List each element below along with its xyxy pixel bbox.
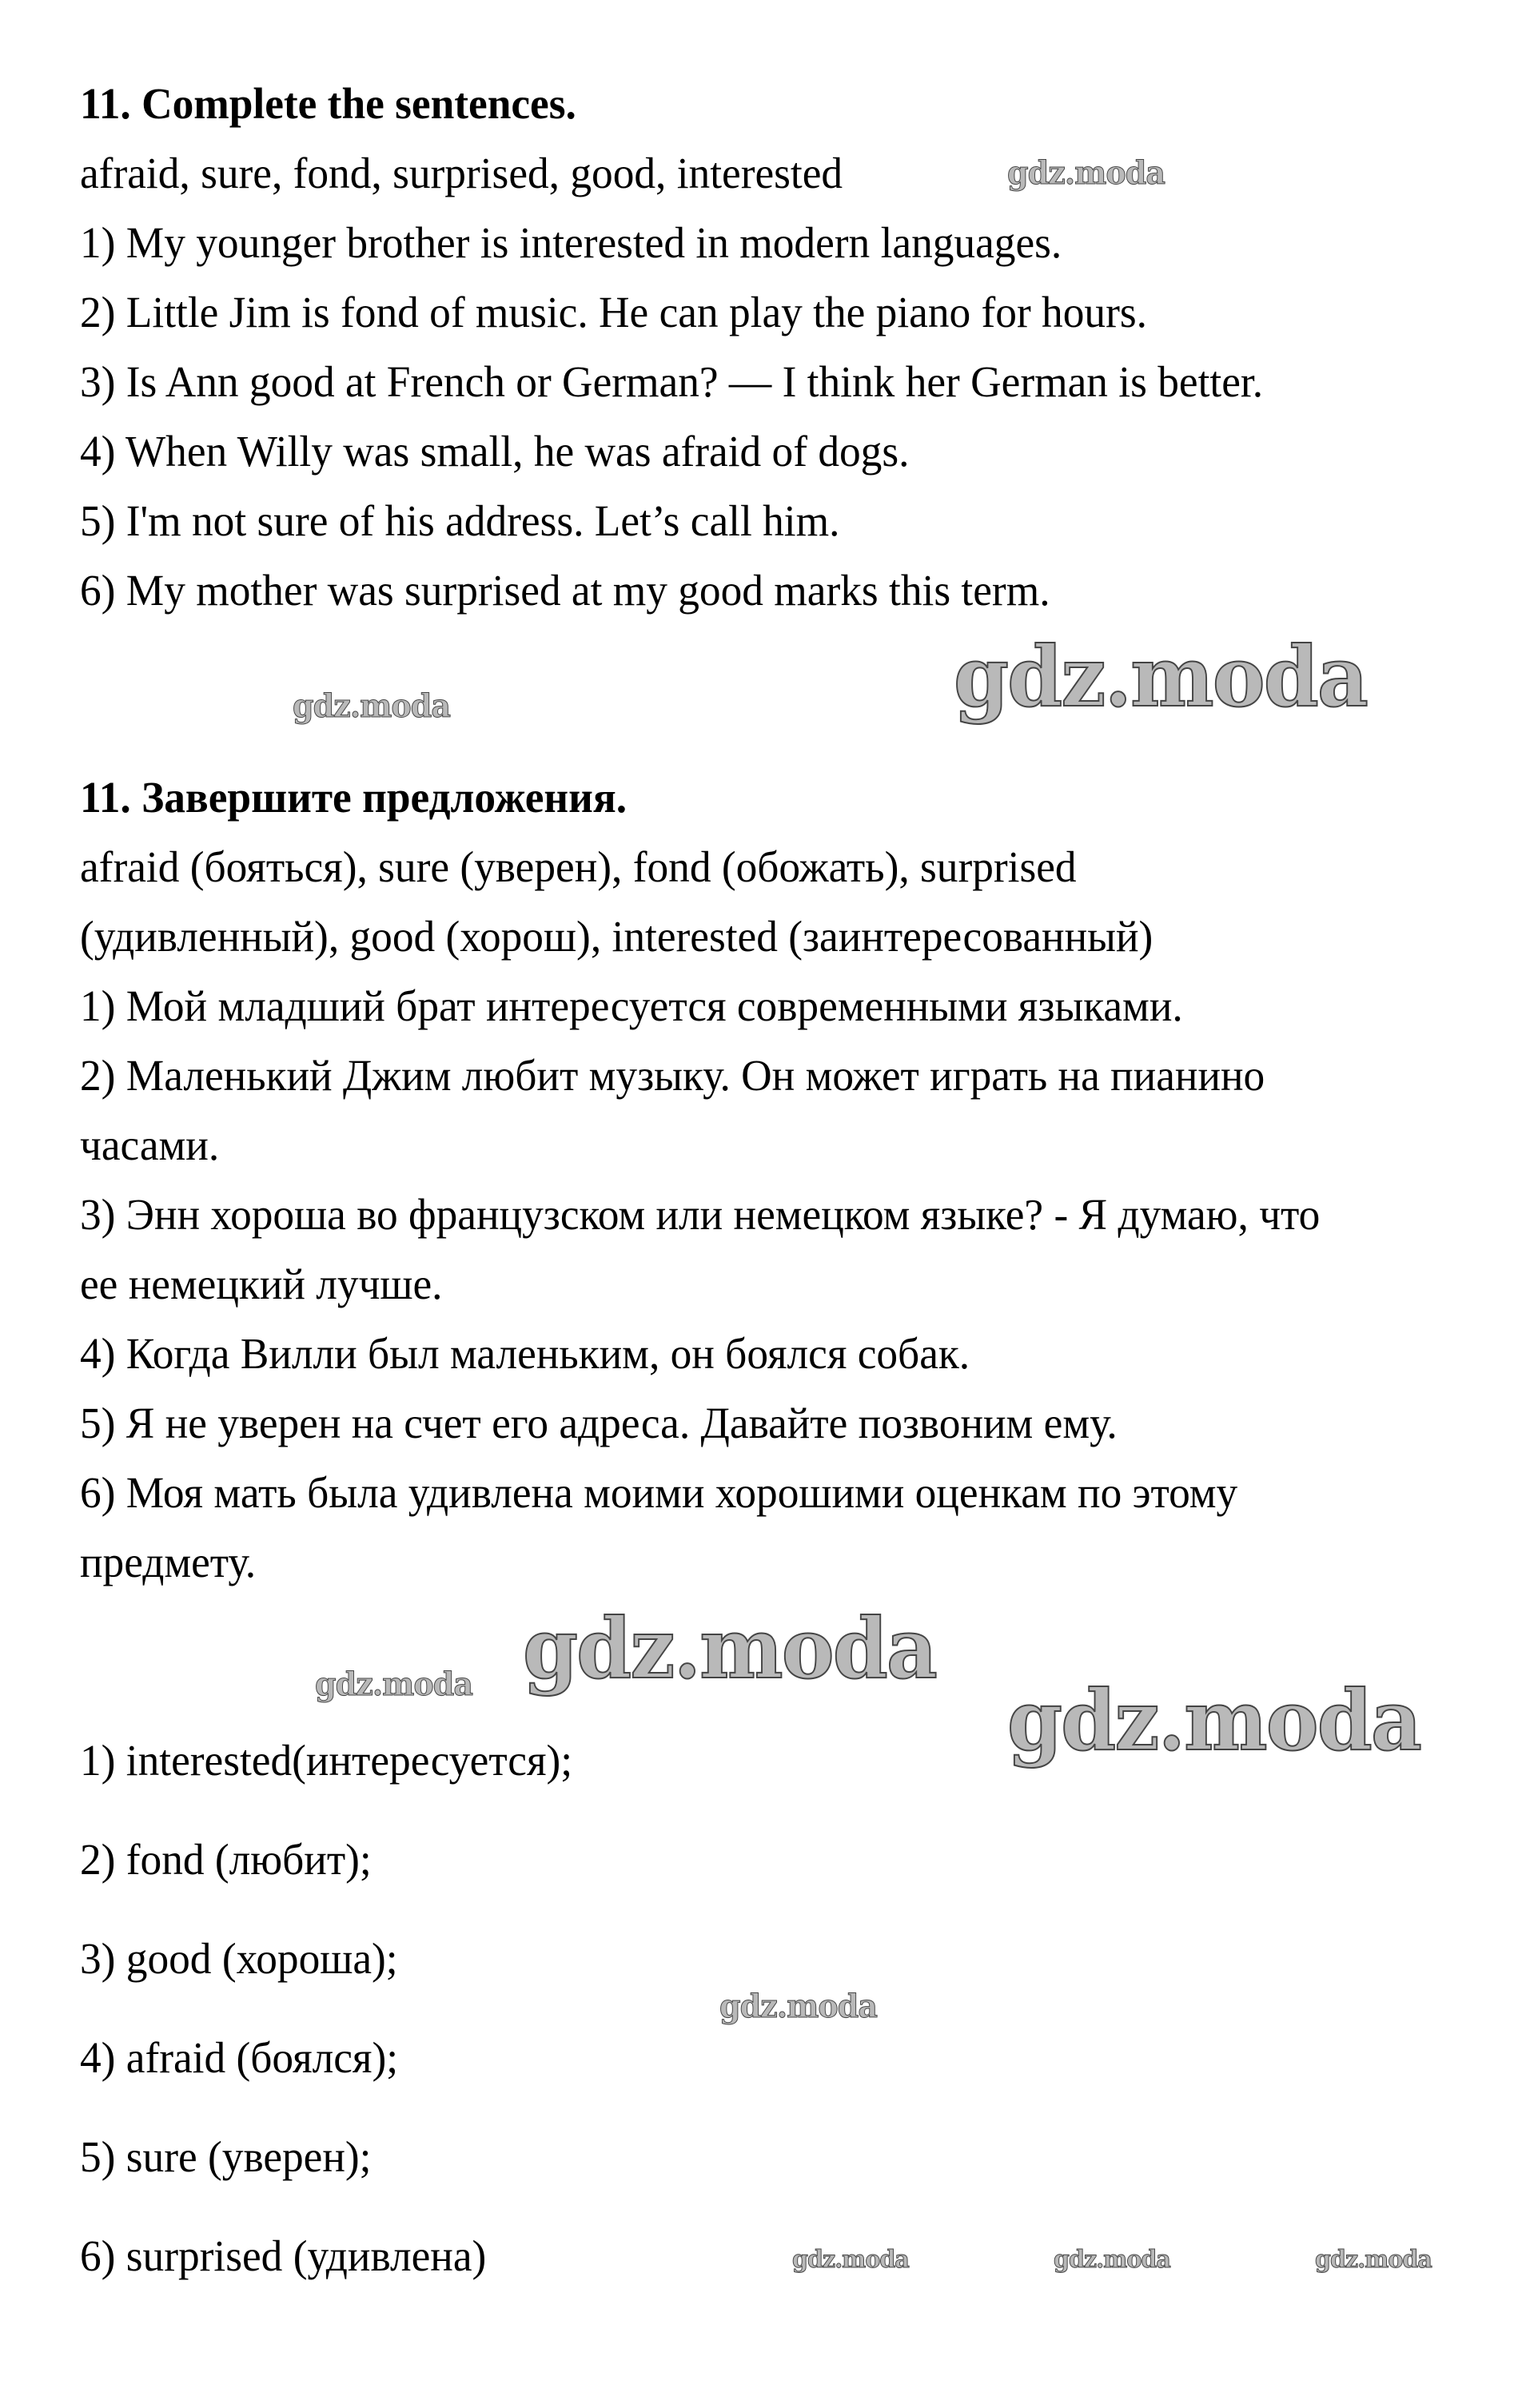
- translation-line: 3) Энн хороша во французском или немецком языке? - Я думаю, что: [80, 1190, 1321, 1239]
- translation-line: ее немецкий лучше.: [80, 1260, 443, 1308]
- watermark: gdz.moda: [792, 2246, 909, 2274]
- translation-line: 2) Маленький Джим любит музыку. Он может играть на пианино: [80, 1051, 1265, 1100]
- watermark: gdz.moda: [315, 1666, 473, 1703]
- answer-item: 1) interested(интересуется);: [80, 1736, 573, 1785]
- translation-line: 4) Когда Вилли был маленьким, он боялся собак.: [80, 1329, 970, 1378]
- watermark: gdz.moda: [293, 687, 451, 725]
- watermark: gdz.moda: [954, 627, 1368, 726]
- sentence: 5) I'm not sure of his address. Let’s call him.: [80, 496, 840, 545]
- answer-item: 2) fond (любит);: [80, 1835, 372, 1884]
- word-bank: afraid, sure, fond, surprised, good, interested: [80, 149, 843, 197]
- translation-line: часами.: [80, 1120, 220, 1169]
- watermark: gdz.moda: [1315, 2246, 1432, 2274]
- translation-line: 6) Моя мать была удивлена моими хорошими оценкам по этому: [80, 1468, 1238, 1517]
- english-exercise: [80, 69, 1487, 625]
- word-bank-line: (удивленный), good (хорош), interested (заинтересованный): [80, 912, 1154, 961]
- watermark: gdz.moda: [719, 1988, 878, 2025]
- translation-line: 5) Я не уверен на счет его адреса. Давайте позвоним ему.: [80, 1399, 1118, 1447]
- translation-line: 1) Мой младший брат интересуется современными языками.: [80, 981, 1183, 1030]
- sentence: 2) Little Jim is fond of music. He can play the piano for hours.: [80, 288, 1147, 336]
- answer-item: 6) surprised (удивлена): [80, 2231, 487, 2280]
- watermark: gdz.moda: [1007, 1671, 1421, 1769]
- watermark: gdz.moda: [523, 1599, 937, 1698]
- watermark: gdz.moda: [1007, 154, 1165, 192]
- sentence: 1) My younger brother is interested in modern languages.: [80, 218, 1062, 267]
- exercise-title: 11. Complete the sentences.: [80, 79, 576, 128]
- translation-title: 11. Завершите предложения.: [80, 773, 628, 822]
- answer-item: 4) afraid (боялся);: [80, 2033, 399, 2082]
- translation-line: предмету.: [80, 1538, 257, 1586]
- sentence: 3) Is Ann good at French or German? — I think her German is better.: [80, 357, 1264, 406]
- answer-item: 5) sure (уверен);: [80, 2132, 372, 2181]
- sentence: 6) My mother was surprised at my good marks this term.: [80, 566, 1050, 615]
- watermark: gdz.moda: [1054, 2246, 1170, 2274]
- word-bank-line: afraid (бояться), sure (уверен), fond (обожать), surprised: [80, 842, 1077, 891]
- russian-translation: [80, 762, 1487, 1597]
- answer-item: 3) good (хороша);: [80, 1934, 398, 1983]
- sentence: 4) When Willy was small, he was afraid of dogs.: [80, 427, 910, 476]
